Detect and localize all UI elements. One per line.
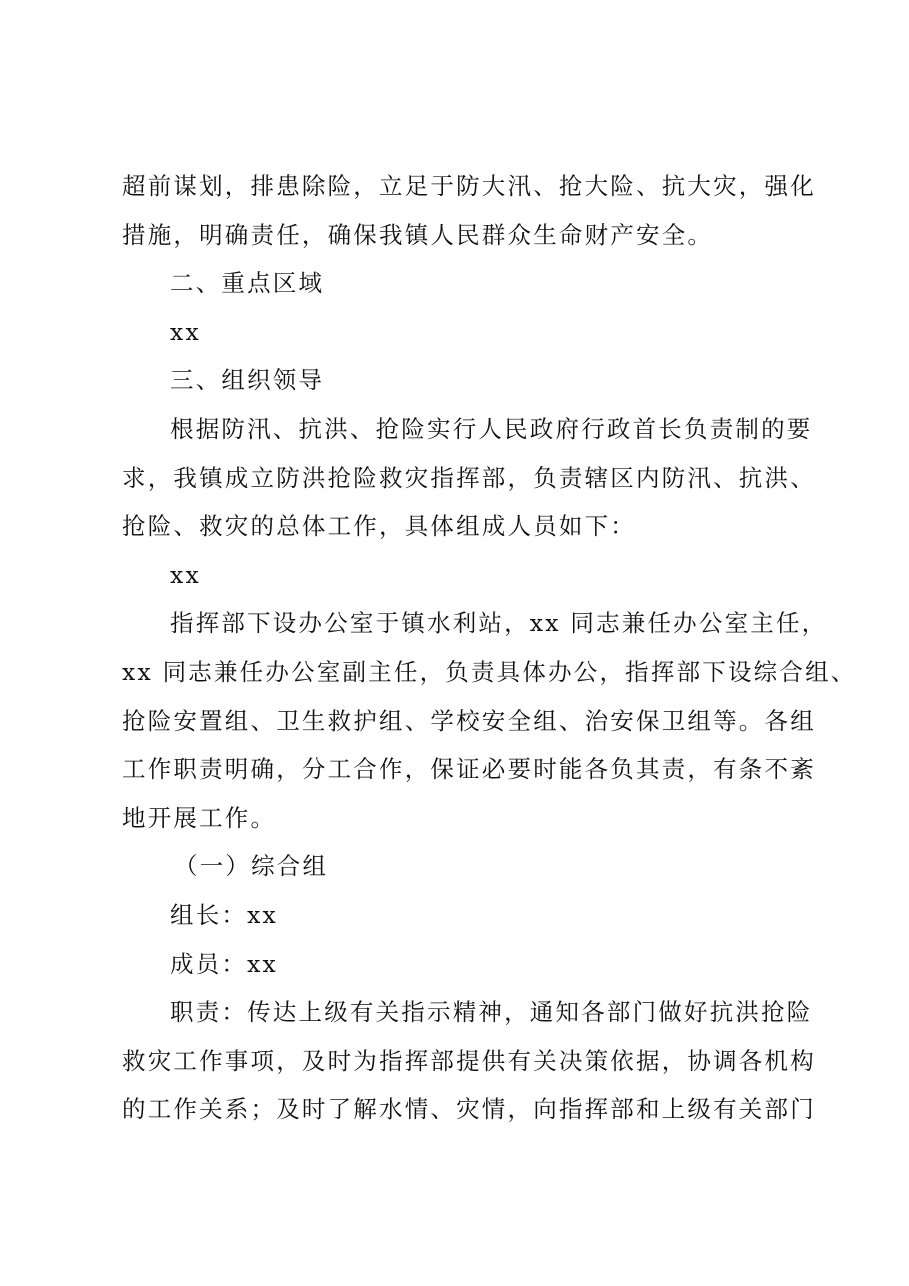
body-line: 组长：xx [170, 900, 279, 929]
body-line: 措施，明确责任，确保我镇人民群众生命财产安全。 [122, 220, 714, 249]
body-line: xx [170, 317, 201, 346]
paragraph-start-line: 指挥部下设办公室于镇水利站，xx 同志兼任办公室主任， [170, 609, 828, 638]
body-line: 抢险安置组、卫生救护组、学校安全组、治安保卫组等。各组 [122, 706, 816, 735]
body-line: xx 同志兼任办公室副主任，负责具体办公，指挥部下设综合组、 [122, 657, 857, 686]
body-line: 地开展工作。 [122, 803, 277, 832]
section-heading: 二、重点区域 [170, 269, 325, 298]
body-line: 超前谋划，排患除险，立足于防大汛、抢大险、抗大灾，强化 [122, 172, 816, 200]
body-line: 求，我镇成立防洪抢险救灾指挥部，负责辖区内防汛、抗洪、 [122, 463, 816, 492]
body-line: 成员：xx [170, 949, 279, 978]
body-line: 的工作关系；及时了解水情、灾情，向指挥部和上级有关部门 [122, 1095, 816, 1124]
body-line: 救灾工作事项，及时为指挥部提供有关决策依据，协调各机构 [122, 1046, 816, 1075]
section-heading: 三、组织领导 [170, 366, 325, 395]
paragraph-start-line: 职责：传达上级有关指示精神，通知各部门做好抗洪抢险 [170, 998, 813, 1027]
paragraph-start-line: 根据防汛、抗洪、抢险实行人民政府行政首长负责制的要 [170, 414, 813, 443]
body-line: 抢险、救灾的总体工作，具体组成人员如下： [122, 512, 636, 541]
subsection-heading: （一）综合组 [174, 852, 329, 881]
document-body [122, 162, 857, 1134]
body-line: xx [170, 560, 201, 589]
body-line: 工作职责明确，分工合作，保证必要时能各负其责，有条不紊 [122, 755, 816, 784]
